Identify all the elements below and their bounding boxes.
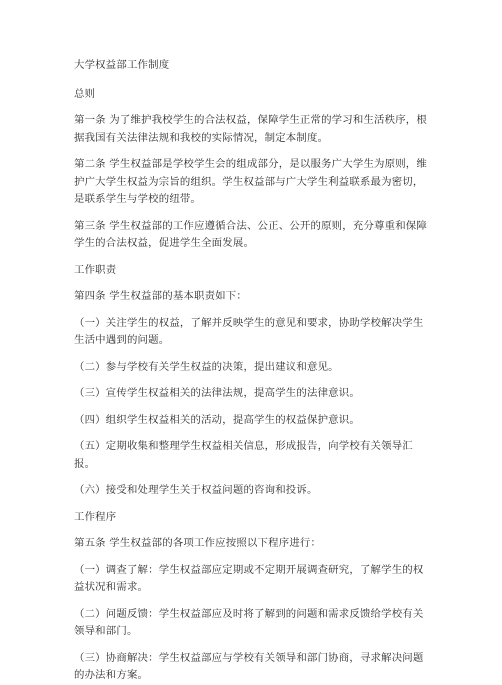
section-heading-duties: 工作职责 [74, 263, 117, 276]
duty-item-2: （二）参与学校有关学生权益的决策，提出建议和意见。 [74, 360, 339, 373]
article-4: 第四条 学生权益部的基本职责如下： [74, 290, 247, 302]
section-heading-general: 总则 [74, 87, 96, 100]
duty-item-3: （三）宣传学生权益相关的法律法规，提高学生的法律意识。 [74, 387, 360, 399]
article-5: 第五条 学生权益部的各项工作应按照以下程序进行： [74, 537, 322, 549]
duty-item-6: （六）接受和处理学生关于权益问题的咨询和投诉。 [74, 484, 318, 496]
article-2: 第二条 学生权益部是学校学生会的组成部分，是以服务广大学生为原则，维护广大学生权益为宗旨的组织。学生权益部与广大学生利益联系最为密切，是联系学生与学校的纽带。 [74, 158, 427, 205]
duty-item-4: （四）组织学生权益相关的活动，提高学生的权益保护意识。 [74, 413, 360, 426]
article-1: 第一条 为了维护我校学生的合法权益，保障学生正常的学习和生活秩序，根据我国有关法律法规和我校的实际情况，制定本制度。 [74, 114, 427, 144]
procedure-item-1: （一）调查了解：学生权益部应定期或不定期开展调查研究，了解学生的权益状况和需求。 [74, 563, 424, 593]
article-3: 第三条 学生权益部的工作应遵循合法、公正、公开的原则，充分尊重和保障学生的合法权益，促进学生全面发展。 [74, 219, 427, 249]
procedure-item-3: （三）协商解决：学生权益部应与学校有关领导和部门协商，寻求解决问题的办法和方案。 [74, 651, 424, 681]
procedure-item-2: （二）问题反馈：学生权益部应及时将了解到的问题和需求反馈给学校有关领导和部门。 [74, 607, 424, 637]
duty-item-1: （一）关注学生的权益，了解并反映学生的意见和要求，协助学校解决学生生活中遇到的问题。 [74, 316, 424, 346]
section-heading-procedure: 工作程序 [74, 510, 117, 523]
duty-item-5: （五）定期收集和整理学生权益相关信息，形成报告，向学校有关领导汇报。 [74, 440, 413, 470]
document-title: 大学权益部工作制度 [74, 59, 170, 71]
